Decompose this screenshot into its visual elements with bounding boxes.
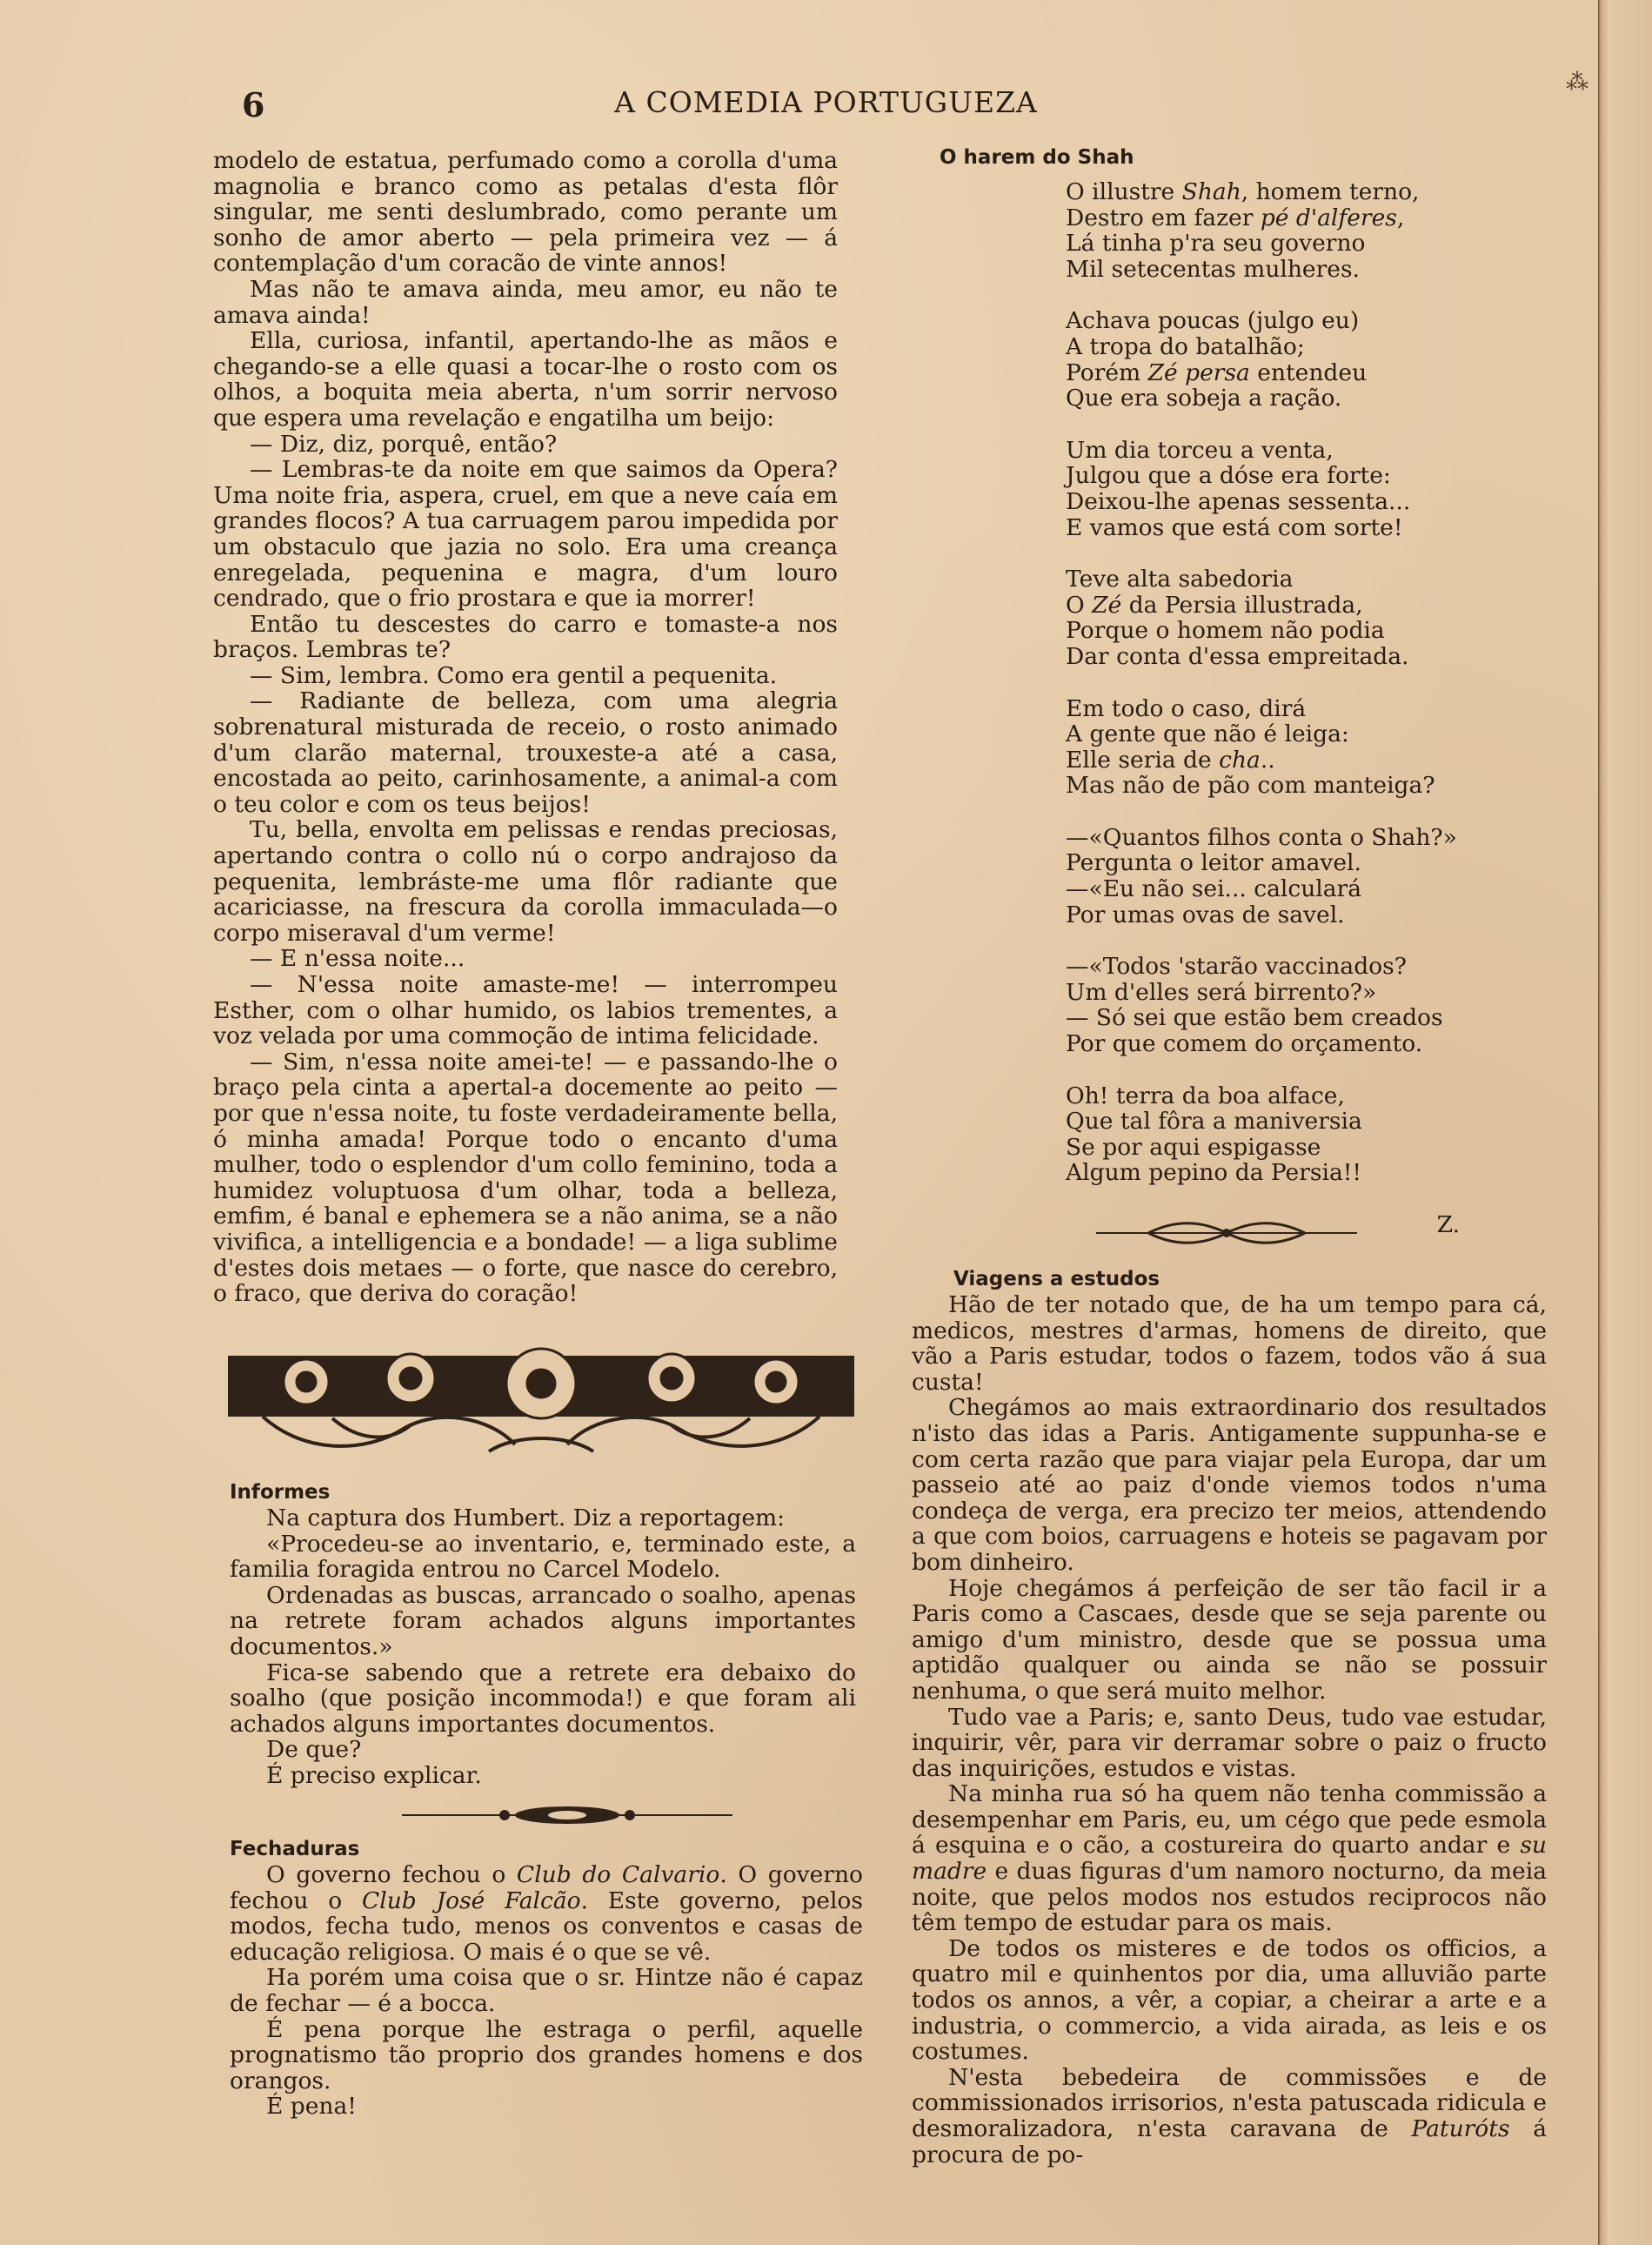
- right-column-poem: [940, 144, 1514, 1238]
- poem-stanza: [940, 566, 1514, 669]
- viagens-paragraph: [912, 2065, 1547, 2168]
- poem-stanza: [940, 179, 1514, 282]
- fechaduras-heading: Fechaduras: [230, 1838, 360, 1860]
- italic-word: pé d'alferes: [1260, 204, 1397, 231]
- poem-line: [940, 179, 1514, 205]
- poem-line: Um d'elles será birrento?»: [1066, 978, 1377, 1006]
- poem-line: A gente que não é leiga:: [1066, 720, 1349, 748]
- text-span: e duas figuras d'um namoro nocturno, da meia noite, que pelos modos nos estudos reciprocos não têm tempo de estudar para os mais.: [912, 1858, 1547, 1937]
- poem-line: Por umas ovas de savel.: [1066, 901, 1345, 928]
- viagens-paragraph: [912, 1781, 1547, 1936]
- poem-line: Achava poucas (julgo eu): [1066, 307, 1360, 335]
- poem-line: Se por aqui espigasse: [1066, 1133, 1321, 1161]
- right-column-viagens: [912, 1266, 1547, 2168]
- poem-stanza: [940, 1083, 1514, 1186]
- fechaduras-paragraph: Ha porém uma coisa que o sr. Hintze não é capaz de fechar — é a bocca.: [230, 1964, 863, 2017]
- viagens-paragraph: De todos os misteres e de todos os officios, a quatro mil e quinhentos por dia, uma alluvião parte todos os annos, a vêr, a copiar, a cheirar a arte e a industria, o commercio, a vida airada, as leis e os costumes.: [912, 1934, 1547, 2066]
- fechaduras-paragraph: É pena!: [266, 2093, 357, 2121]
- viagens-paragraph: Tudo vae a Paris; e, santo Deus, tudo vae estudar, inquirir, vêr, para vir derramar sobre o paiz o fructo das inquirições, estudos e vistas.: [912, 1703, 1547, 1782]
- poem-line: A tropa do batalhão;: [1066, 332, 1305, 360]
- poem-line: [940, 360, 1514, 386]
- viagens-paragraph: Chegámos ao mais extraordinario dos resultados n'isto das idas a Paris. Antigamente suppunha-se e com certa razão que para viajar pela Europa, dar um passeio até ao paiz d'onde viemos todos n'uma condeça de verga, era precizo ter meios, attendendo a que com boios, carruagens e hoteis se pagavam por bom dinheiro.: [912, 1394, 1547, 1576]
- poem-stanza: [940, 954, 1514, 1056]
- poem-line: Em todo o caso, dirá: [1066, 694, 1307, 722]
- text-span: á procura de po-: [912, 2115, 1547, 2168]
- story-paragraph: Ella, curiosa, infantil, apertando-lhe as mãos e chegando-se a elle quasi a tocar-lhe o rosto com os olhos, a boquita meia aberta, n'um sorrir nervoso que espera uma revelação e engatilha um beijo:: [213, 327, 838, 432]
- divider-ornament: [1096, 1218, 1357, 1248]
- story-paragraph: — Sim, n'essa noite amei-te! — e passando-lhe o braço pela cinta a apertal-a docemente ao peito — por que n'essa noite, tu foste verdadeiramente bella, ó minha amada! Porque todo o encanto d'uma mulher, todo o esplendor d'um collo feminino, toda a humidez voluptuosa d'um olhar, toda a belleza, emfim, é banal e ephemera se a não anima, se a não vivifica, a intelligencia e a bondade! — a liga sublime d'estes dois metaes — o forte, que nasce do cerebro, o fraco, que deriva do coração!: [213, 1048, 838, 1308]
- informes-paragraph: «Procedeu-se ao inventario, e, terminado este, a familia foragida entrou no Carcel Modelo.: [230, 1530, 856, 1584]
- poem-line: Deixou-lhe apenas sessenta...: [1066, 487, 1411, 515]
- story-paragraph: — Lembras-te da noite em que saimos da Opera? Uma noite fria, aspera, cruel, em que a neve caía em grandes flocos? A tua carruagem parou impedida por um obstaculo que jazia no solo. Era uma creança enregelada, pequenina e magra, d'um louro cendrado, que o frio prostara e que ia morrer!: [213, 456, 838, 613]
- poem-stanza: [940, 696, 1514, 799]
- poem-line: Por que comem do orçamento.: [1066, 1030, 1423, 1058]
- text-span: O illustre: [1066, 178, 1182, 205]
- poem-line: Mil setecentas mulheres.: [1066, 255, 1360, 283]
- poem-line: Porque o homem não podia: [1066, 617, 1385, 645]
- story-paragraph: — N'essa noite amaste-me! — interrompeu Esther, com o olhar humido, os labios trementes, a voz velada por uma commoção de intima felicidade.: [213, 971, 838, 1050]
- poem-line: Teve alta sabedoria: [1066, 566, 1294, 593]
- italic-word: Zé persa: [1147, 359, 1250, 386]
- page-number: 6: [242, 85, 265, 124]
- poem-line: [940, 593, 1514, 619]
- poem-line: Lá tinha p'ra seu governo: [1066, 230, 1366, 258]
- harem-heading: O harem do Shah: [940, 146, 1134, 169]
- text-span: ..: [1260, 746, 1275, 774]
- poem-line: Dar conta d'essa empreitada.: [1066, 642, 1409, 670]
- poem-line: —«Eu não sei... calculará: [1066, 875, 1362, 903]
- fechaduras-paragraph: É pena porque lhe estraga o perfil, aquelle prognatismo tão proprio dos grandes homens e dos orangos.: [230, 2015, 863, 2094]
- left-column-fechaduras: [230, 1836, 863, 2120]
- poem-line: — Só sei que estão bem creados: [1066, 1004, 1443, 1032]
- story-paragraph: — Diz, diz, porquê, então?: [250, 430, 558, 458]
- text-span: N'esta bebedeira de commissões e de commissionados irrisorios, n'esta patuscada ridicula e desmoralizadora, n'esta caravana de: [912, 2063, 1547, 2142]
- club-name: Club do Calvario: [516, 1861, 720, 1888]
- informes-paragraph: Ordenadas as buscas, arrancado o soalho, apenas na retrete foram achados alguns importantes documentos.»: [230, 1581, 856, 1660]
- page-edge-shadow: [1598, 0, 1652, 2245]
- story-paragraph: Mas não te amava ainda, meu amor, eu não te amava ainda!: [213, 275, 838, 329]
- poem-line: [940, 205, 1514, 231]
- poem-stanza: [940, 438, 1514, 540]
- text-span: da Persia illustrada,: [1121, 591, 1363, 619]
- poem-line: —«Quantos filhos conta o Shah?»: [1066, 823, 1457, 851]
- story-paragraph: Tu, bella, envolta em pelissas e rendas preciosas, apertando contra o collo nú o corpo andrajoso da pequenita, lembráste-me uma flôr radiante que acariciasse, na frescura da corolla immaculada—o corpo miseraval d'um verme!: [213, 816, 838, 947]
- text-span: Na minha rua só ha quem não tenha commissão a desempenhar em Paris, eu, um cégo que pede esmola á esquina e o cão, a costureira do quarto andar e: [912, 1780, 1547, 1860]
- informes-paragraph: De que?: [266, 1736, 362, 1764]
- text-span: Porém: [1066, 359, 1148, 386]
- poem-line: E vamos que está com sorte!: [1066, 513, 1403, 541]
- text-span: . Este governo, pelos modos, fecha tudo, menos os conventos e casas de educação religiosa. O mais é o que se vê.: [230, 1886, 863, 1966]
- text-span: entendeu: [1249, 359, 1368, 386]
- poem-line: Que tal fôra a maniversia: [1066, 1108, 1362, 1136]
- fechaduras-paragraph: [230, 1862, 863, 1965]
- viagens-paragraph: Hão de ter notado que, de ha um tempo para cá, medicos, mestres d'armas, homens de direito, que vão a Paris estudar, todos o fazem, todos vão á sua custa!: [912, 1291, 1547, 1396]
- poem-line: Oh! terra da boa alface,: [1066, 1082, 1345, 1109]
- text-span: , homem terno,: [1241, 178, 1420, 205]
- text-span: O governo fechou o: [266, 1861, 517, 1888]
- corner-mark: ⁂: [1566, 70, 1588, 96]
- italic-word: Shah: [1181, 178, 1241, 205]
- poem-stanza: [940, 308, 1514, 411]
- left-column-informes: [230, 1479, 856, 1789]
- poem-line: Um dia torceu a venta,: [1066, 436, 1334, 464]
- left-column-story: [213, 148, 838, 1307]
- club-name: Club José Falcão: [361, 1886, 581, 1914]
- poem-line: —«Todos 'starão vaccinados?: [1066, 953, 1407, 981]
- poem-line: [940, 747, 1514, 774]
- story-paragraph: — Sim, lembra. Como era gentil a pequenita.: [250, 661, 778, 689]
- text-span: Elle seria de: [1066, 746, 1220, 774]
- poem-line: Algum pepino da Persia!!: [1066, 1159, 1362, 1187]
- informes-paragraph: É preciso explicar.: [266, 1761, 482, 1789]
- informes-heading: Informes: [230, 1481, 331, 1504]
- italic-word: Paturóts: [1411, 2115, 1510, 2142]
- story-paragraph: Então tu descestes do carro e tomaste-a nos braços. Lembras te?: [213, 610, 838, 664]
- story-paragraph: modelo de estatua, perfumado como a corolla d'uma magnolia e branco como as petalas d'esta flôr singular, me senti deslumbrado, como perante um sonho de amor aberto — pela primeira vez — á contemplação d'um coracão de vinte annos!: [213, 147, 838, 278]
- viagens-heading: Viagens a estudos: [953, 1268, 1160, 1290]
- viagens-paragraph: Hoje chegámos á perfeição de ser tão facil ir a Paris como a Cascaes, desde que se seja parente ou amigo d'um ministro, desde que se possua uma aptidão qualquer ou ainda se não se possuir nenhuma, o que será muito melhor.: [912, 1574, 1547, 1705]
- story-paragraph: — E n'essa noite...: [250, 945, 465, 973]
- italic-word: Zé: [1092, 591, 1122, 619]
- text-span: O: [1066, 591, 1093, 619]
- text-span: ,: [1396, 204, 1405, 231]
- poem-line: Mas não de pão com manteiga?: [1066, 772, 1435, 800]
- poem-line: Pergunta o leitor amavel.: [1066, 849, 1361, 877]
- floral-banner-ornament: [228, 1347, 854, 1460]
- italic-word: cha: [1219, 746, 1261, 774]
- poem-stanza: [940, 825, 1514, 928]
- story-paragraph: — Radiante de belleza, com uma alegria sobrenatural misturada de receio, o rosto animado d'um clarão maternal, trouxeste-a até a casa, encostada ao peito, carinhosamente, a animal-a com o teu color e com os teus beijos!: [213, 687, 838, 818]
- poem-signature: Z.: [1436, 1211, 1460, 1238]
- italic-word: su madre: [912, 1832, 1547, 1886]
- informes-paragraph: Na captura dos Humbert. Diz a reportagem:: [266, 1504, 786, 1531]
- informes-paragraph: Fica-se sabendo que a retrete era debaixo do soalho (que posição incommoda!) e que foram ali achados alguns importantes documentos.: [230, 1659, 856, 1738]
- text-span: . O governo fechou o: [230, 1861, 864, 1914]
- running-head-title: A COMEDIA PORTUGUEZA: [614, 85, 1038, 119]
- text-span: Destro em fazer: [1066, 204, 1261, 231]
- poem-line: Que era sobeja a ração.: [1066, 385, 1342, 412]
- divider-ornament: [402, 1803, 732, 1827]
- poem-line: Julgou que a dóse era forte:: [1066, 462, 1391, 490]
